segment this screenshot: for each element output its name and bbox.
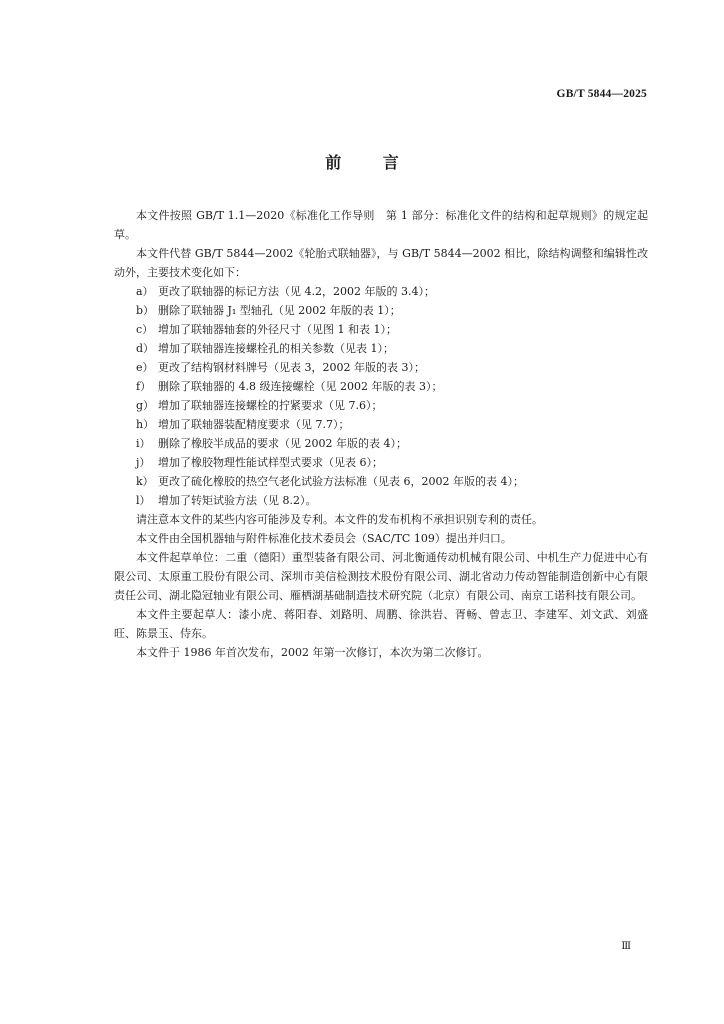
paragraph: 本文件起草单位：二重（德阳）重型装备有限公司、河北衡通传动机械有限公司、中机生产力促进中心有限公司、太原重工股份有限公司、深圳市美信检测技术股份有限公司、湖北省动力传动智能制造创新中心有限责任公司、湖北隐冠轴业有限公司、雁栖湖基础制造技术研究院（北京）有限公司、南京工诺科技有限公司。	[114, 551, 648, 602]
list-item-text: 增加了联轴器轴套的外径尺寸（见图 1 和表 1）；	[158, 323, 397, 336]
list-marker: j）	[136, 456, 151, 469]
paragraph: 本文件主要起草人：漆小虎、蒋阳春、刘路明、周鹏、徐洪岩、胥畅、曾志卫、李建军、刘文武、刘盛旺、陈景玉、侍东。	[114, 608, 648, 640]
list-marker: c）	[136, 323, 154, 336]
list-item	[114, 282, 648, 301]
list-item-text: 增加了联轴器连接螺栓的拧紧要求（见 7.6）；	[158, 399, 383, 412]
list-marker: i）	[136, 437, 151, 450]
list-marker: l）	[136, 494, 151, 507]
list-item	[114, 377, 648, 396]
list-item-text: 更改了联轴器的标记方法（见 4.2，2002 年版的 3.4）；	[158, 285, 435, 298]
list-item-text: 增加了转矩试验方法（见 8.2）。	[158, 494, 317, 507]
page-title: 前 言	[325, 153, 399, 172]
list-item	[114, 320, 648, 339]
list-item-text: 更改了硫化橡胶的热空气老化试验方法标准（见表 6，2002 年版的表 4）；	[158, 475, 524, 488]
list-marker: a）	[136, 285, 154, 298]
changes-list	[114, 282, 648, 510]
standard-code: GB/T 5844—2025	[556, 88, 647, 100]
list-marker: b）	[136, 304, 155, 317]
list-marker: k）	[136, 475, 154, 488]
list-item	[114, 415, 648, 434]
list-item	[114, 396, 648, 415]
list-item	[114, 491, 648, 510]
paragraph: 请注意本文件的某些内容可能涉及专利。本文件的发布机构不承担识别专利的责任。	[136, 513, 543, 526]
page-number: Ⅲ	[621, 941, 631, 952]
paragraph: 本文件于 1986 年首次发布，2002 年第一次修订，本次为第二次修订。	[136, 646, 489, 659]
list-item	[114, 301, 648, 320]
list-item-text: 删除了联轴器 J₁ 型轴孔（见 2002 年版的表 1）；	[158, 304, 401, 317]
list-item-text: 增加了橡胶物理性能试样型式要求（见表 6）；	[158, 456, 383, 469]
list-marker: g）	[136, 399, 155, 412]
list-marker: f）	[136, 380, 152, 393]
list-item	[114, 453, 648, 472]
paragraph: 本文件由全国机器轴与附件标准化技术委员会（SAC/TC 109）提出并归口。	[136, 532, 512, 545]
paragraph: 本文件代替 GB/T 5844—2002《轮胎式联轴器》，与 GB/T 5844—2002 相比，除结构调整和编辑性改动外，主要技术变化如下：	[114, 247, 648, 279]
list-marker: e）	[136, 361, 154, 374]
paragraph: 本文件按照 GB/T 1.1—2020《标准化工作导则 第 1 部分：标准化文件的结构和起草规则》的规定起草。	[114, 209, 648, 241]
list-item-text: 增加了联轴器装配精度要求（见 7.7）；	[158, 418, 350, 431]
foreword-body	[114, 206, 648, 662]
list-item-text: 更改了结构钢材料牌号（见表 3，2002 年版的表 3）；	[158, 361, 425, 374]
list-marker: d）	[136, 342, 155, 355]
list-item-text: 删除了联轴器的 4.8 级连接螺栓（见 2002 年版的表 3）；	[158, 380, 443, 393]
list-item-text: 删除了橡胶半成品的要求（见 2002 年版的表 4）；	[158, 437, 407, 450]
list-item	[114, 472, 648, 491]
list-marker: h）	[136, 418, 155, 431]
list-item-text: 增加了联轴器连接螺栓孔的相关参数（见表 1）；	[158, 342, 394, 355]
list-item	[114, 434, 648, 453]
list-item	[114, 339, 648, 358]
list-item	[114, 358, 648, 377]
